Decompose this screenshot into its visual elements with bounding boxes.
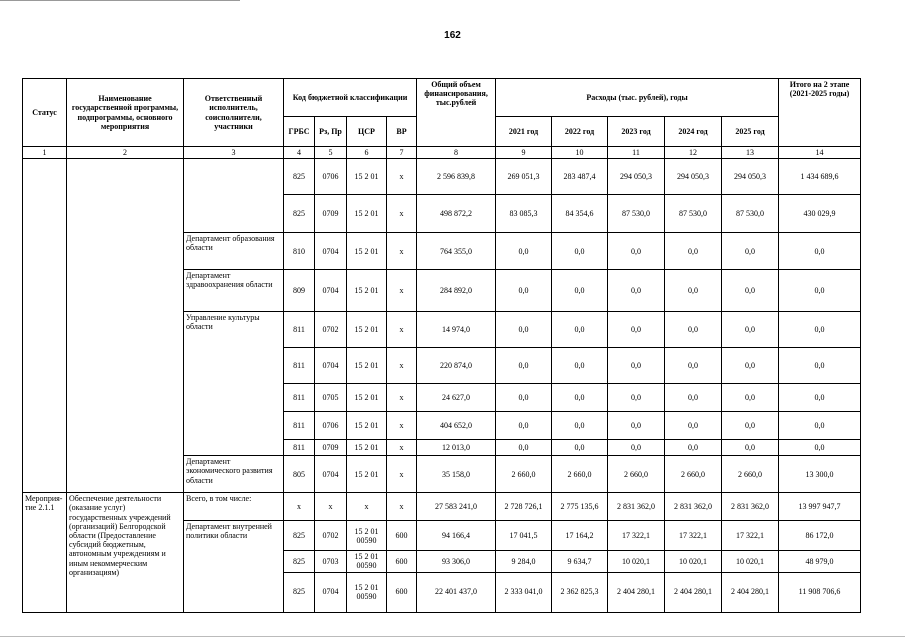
cell-total: 27 583 241,0 [417,493,496,521]
cell-2024: 0,0 [665,312,722,348]
cell-2025: 17 322,1 [722,521,779,551]
cell-2025: 0,0 [722,348,779,384]
header-total-funding: Общий объем финансирования, тыс.рублей [417,79,496,147]
cell-grbs: 811 [284,348,315,384]
table-row [23,159,861,195]
cell-total: 24 627,0 [417,384,496,412]
cell-vr: х [387,440,417,456]
cell-2023: 0,0 [608,312,665,348]
cell-2023: 87 530,0 [608,195,665,233]
cell-sum: 11 908 706,6 [779,572,861,612]
cell-csr: 15 2 01 00590 [347,521,387,551]
cell-total: 12 013,0 [417,440,496,456]
cell-2025: 0,0 [722,270,779,312]
cell-2022: 0,0 [552,412,608,440]
cell-2021: 17 041,5 [496,521,552,551]
header-csr: ЦСР [347,117,387,147]
cell-2022: 0,0 [552,348,608,384]
cell-2024: 2 660,0 [665,456,722,493]
header-vr: ВР [387,117,417,147]
cell-csr: 15 2 01 [347,456,387,493]
index-cell: 3 [184,147,284,159]
cell-csr: 15 2 01 00590 [347,551,387,572]
cell-2021: 0,0 [496,312,552,348]
cell-sum: 13 300,0 [779,456,861,493]
cell-sum: 0,0 [779,348,861,384]
cell-csr: 15 2 01 [347,440,387,456]
cell-grbs: 811 [284,384,315,412]
cell-2025: 2 660,0 [722,456,779,493]
cell-vr: 600 [387,572,417,612]
cell-csr: 15 2 01 [347,233,387,270]
header-expenses: Расходы (тыс. рублей), годы [496,79,779,117]
status-cell-empty [23,159,67,493]
index-cell: 6 [347,147,387,159]
cell-rz: 0704 [315,233,347,270]
cell-2024: 10 020,1 [665,551,722,572]
cell-2021: 2 728 726,1 [496,493,552,521]
cell-total: 498 872,2 [417,195,496,233]
index-cell: 13 [722,147,779,159]
cell-total: 2 596 839,8 [417,159,496,195]
cell-total: 220 874,0 [417,348,496,384]
index-cell: 8 [417,147,496,159]
cell-sum: 86 172,0 [779,521,861,551]
cell-2022: 283 487,4 [552,159,608,195]
cell-2024: 0,0 [665,412,722,440]
top-rule [0,0,240,1]
index-cell: 1 [23,147,67,159]
cell-vr: х [387,493,417,521]
cell-vr: 600 [387,521,417,551]
index-cell: 4 [284,147,315,159]
cell-2021: 2 333 041,0 [496,572,552,612]
cell-sum: 0,0 [779,384,861,412]
header-rz-pr: Рз, Пр [315,117,347,147]
cell-sum: 0,0 [779,233,861,270]
cell-total: 764 355,0 [417,233,496,270]
cell-vr: х [387,412,417,440]
cell-2023: 0,0 [608,384,665,412]
cell-grbs: 825 [284,159,315,195]
cell-grbs: 825 [284,551,315,572]
cell-2024: 0,0 [665,384,722,412]
cell-sum: 0,0 [779,270,861,312]
cell-grbs: 810 [284,233,315,270]
cell-2022: 0,0 [552,233,608,270]
index-cell: 11 [608,147,665,159]
participant-health: Департамент здравоохранения области [184,270,284,312]
name-cell-empty [67,159,184,493]
cell-2021: 0,0 [496,233,552,270]
cell-2025: 0,0 [722,412,779,440]
cell-rz: 0704 [315,270,347,312]
cell-grbs: 825 [284,195,315,233]
header-2021: 2021 год [496,117,552,147]
header-budget-code: Код бюджетной классификации [284,79,417,117]
index-cell: 7 [387,147,417,159]
cell-2021: 9 284,0 [496,551,552,572]
cell-2022: 9 634,7 [552,551,608,572]
cell-2021: 2 660,0 [496,456,552,493]
cell-2025: 10 020,1 [722,551,779,572]
cell-sum: 0,0 [779,412,861,440]
cell-total: 14 974,0 [417,312,496,348]
cell-2024: 0,0 [665,348,722,384]
cell-2022: 2 660,0 [552,456,608,493]
cell-grbs: х [284,493,315,521]
cell-rz: х [315,493,347,521]
cell-total: 93 306,0 [417,551,496,572]
header-status: Статус [23,79,67,147]
cell-2024: 87 530,0 [665,195,722,233]
responsible-cell-empty [184,159,284,233]
cell-2023: 0,0 [608,348,665,384]
cell-2021: 269 051,3 [496,159,552,195]
participant-economy: Департамент экономического развития области [184,456,284,493]
cell-2021: 0,0 [496,412,552,440]
header-2025: 2025 год [722,117,779,147]
cell-vr: х [387,159,417,195]
cell-rz: 0704 [315,572,347,612]
cell-2022: 2 362 825,3 [552,572,608,612]
page-number: 162 [444,30,461,41]
cell-sum: 13 997 947,7 [779,493,861,521]
activity-name: Обеспечение деятельности (оказание услуг) государственных учреждений (организаций) Белгородской области (Предоставление субсидий бюджетным, автономным учреждениям и иным некоммерческим организациям) [67,493,184,612]
cell-2024: 0,0 [665,440,722,456]
cell-2023: 17 322,1 [608,521,665,551]
cell-sum: 0,0 [779,312,861,348]
cell-2023: 2 660,0 [608,456,665,493]
header-name: Наименование государственной программы, подпрограммы, основного мероприятия [67,79,184,147]
cell-2023: 0,0 [608,412,665,440]
cell-2025: 87 530,0 [722,195,779,233]
activity-status: Мероприя-тие 2.1.1 [23,493,67,612]
cell-2025: 2 404 280,1 [722,572,779,612]
cell-2024: 294 050,3 [665,159,722,195]
cell-2023: 2 404 280,1 [608,572,665,612]
cell-grbs: 825 [284,521,315,551]
cell-rz: 0709 [315,440,347,456]
cell-2022: 17 164,2 [552,521,608,551]
index-cell: 5 [315,147,347,159]
bottom-rule [0,636,905,637]
cell-csr: х [347,493,387,521]
cell-rz: 0709 [315,195,347,233]
cell-rz: 0706 [315,159,347,195]
index-cell: 12 [665,147,722,159]
header-total-stage2: Итого на 2 этапе (2021-2025 годы) [779,79,861,147]
cell-2022: 2 775 135,6 [552,493,608,521]
cell-2024: 17 322,1 [665,521,722,551]
index-cell: 14 [779,147,861,159]
cell-csr: 15 2 01 [347,159,387,195]
index-cell: 10 [552,147,608,159]
participant-total: Всего, в том числе: [184,493,284,521]
cell-sum: 1 434 689,6 [779,159,861,195]
cell-rz: 0705 [315,384,347,412]
cell-rz: 0704 [315,348,347,384]
cell-2025: 2 831 362,0 [722,493,779,521]
cell-csr: 15 2 01 [347,312,387,348]
table-row [23,493,861,521]
cell-total: 284 892,0 [417,270,496,312]
column-index-row [23,147,861,159]
cell-vr: х [387,233,417,270]
cell-sum: 48 979,0 [779,551,861,572]
cell-2021: 0,0 [496,270,552,312]
cell-grbs: 825 [284,572,315,612]
cell-csr: 15 2 01 00590 [347,572,387,612]
cell-2022: 0,0 [552,312,608,348]
cell-sum: 0,0 [779,440,861,456]
cell-grbs: 811 [284,412,315,440]
cell-rz: 0703 [315,551,347,572]
index-cell: 9 [496,147,552,159]
cell-2021: 0,0 [496,440,552,456]
cell-vr: х [387,348,417,384]
cell-csr: 15 2 01 [347,384,387,412]
header-2023: 2023 год [608,117,665,147]
cell-2025: 0,0 [722,312,779,348]
cell-2023: 10 020,1 [608,551,665,572]
header-grbs: ГРБС [284,117,315,147]
cell-2023: 0,0 [608,440,665,456]
cell-total: 94 166,4 [417,521,496,551]
cell-csr: 15 2 01 [347,270,387,312]
cell-2021: 0,0 [496,384,552,412]
cell-vr: х [387,195,417,233]
cell-vr: х [387,456,417,493]
cell-total: 22 401 437,0 [417,572,496,612]
cell-2021: 0,0 [496,348,552,384]
cell-vr: 600 [387,551,417,572]
cell-rz: 0704 [315,456,347,493]
header-responsible: Ответственный исполнитель, соисполнители, участники [184,79,284,147]
cell-rz: 0706 [315,412,347,440]
cell-2024: 2 404 280,1 [665,572,722,612]
cell-csr: 15 2 01 [347,348,387,384]
cell-2024: 0,0 [665,233,722,270]
cell-2024: 0,0 [665,270,722,312]
cell-grbs: 805 [284,456,315,493]
cell-vr: х [387,384,417,412]
header-2022: 2022 год [552,117,608,147]
cell-2024: 2 831 362,0 [665,493,722,521]
cell-csr: 15 2 01 [347,412,387,440]
cell-2023: 294 050,3 [608,159,665,195]
cell-2025: 0,0 [722,440,779,456]
cell-2022: 0,0 [552,440,608,456]
budget-table [22,78,861,613]
cell-grbs: 811 [284,440,315,456]
index-cell: 2 [67,147,184,159]
cell-rz: 0702 [315,521,347,551]
cell-2021: 83 085,3 [496,195,552,233]
cell-rz: 0702 [315,312,347,348]
cell-2023: 2 831 362,0 [608,493,665,521]
participant-culture: Управление культуры области [184,312,284,456]
cell-csr: 15 2 01 [347,195,387,233]
participant-education: Департамент образования области [184,233,284,270]
cell-total: 404 652,0 [417,412,496,440]
cell-sum: 430 029,9 [779,195,861,233]
cell-2023: 0,0 [608,270,665,312]
cell-2022: 84 354,6 [552,195,608,233]
cell-2025: 294 050,3 [722,159,779,195]
cell-2025: 0,0 [722,233,779,270]
participant-internal-policy: Департамент внутренней политики области [184,521,284,612]
cell-grbs: 809 [284,270,315,312]
cell-2023: 0,0 [608,233,665,270]
cell-2022: 0,0 [552,270,608,312]
cell-total: 35 158,0 [417,456,496,493]
cell-2022: 0,0 [552,384,608,412]
cell-2025: 0,0 [722,384,779,412]
cell-vr: х [387,312,417,348]
header-2024: 2024 год [665,117,722,147]
cell-grbs: 811 [284,312,315,348]
cell-vr: х [387,270,417,312]
